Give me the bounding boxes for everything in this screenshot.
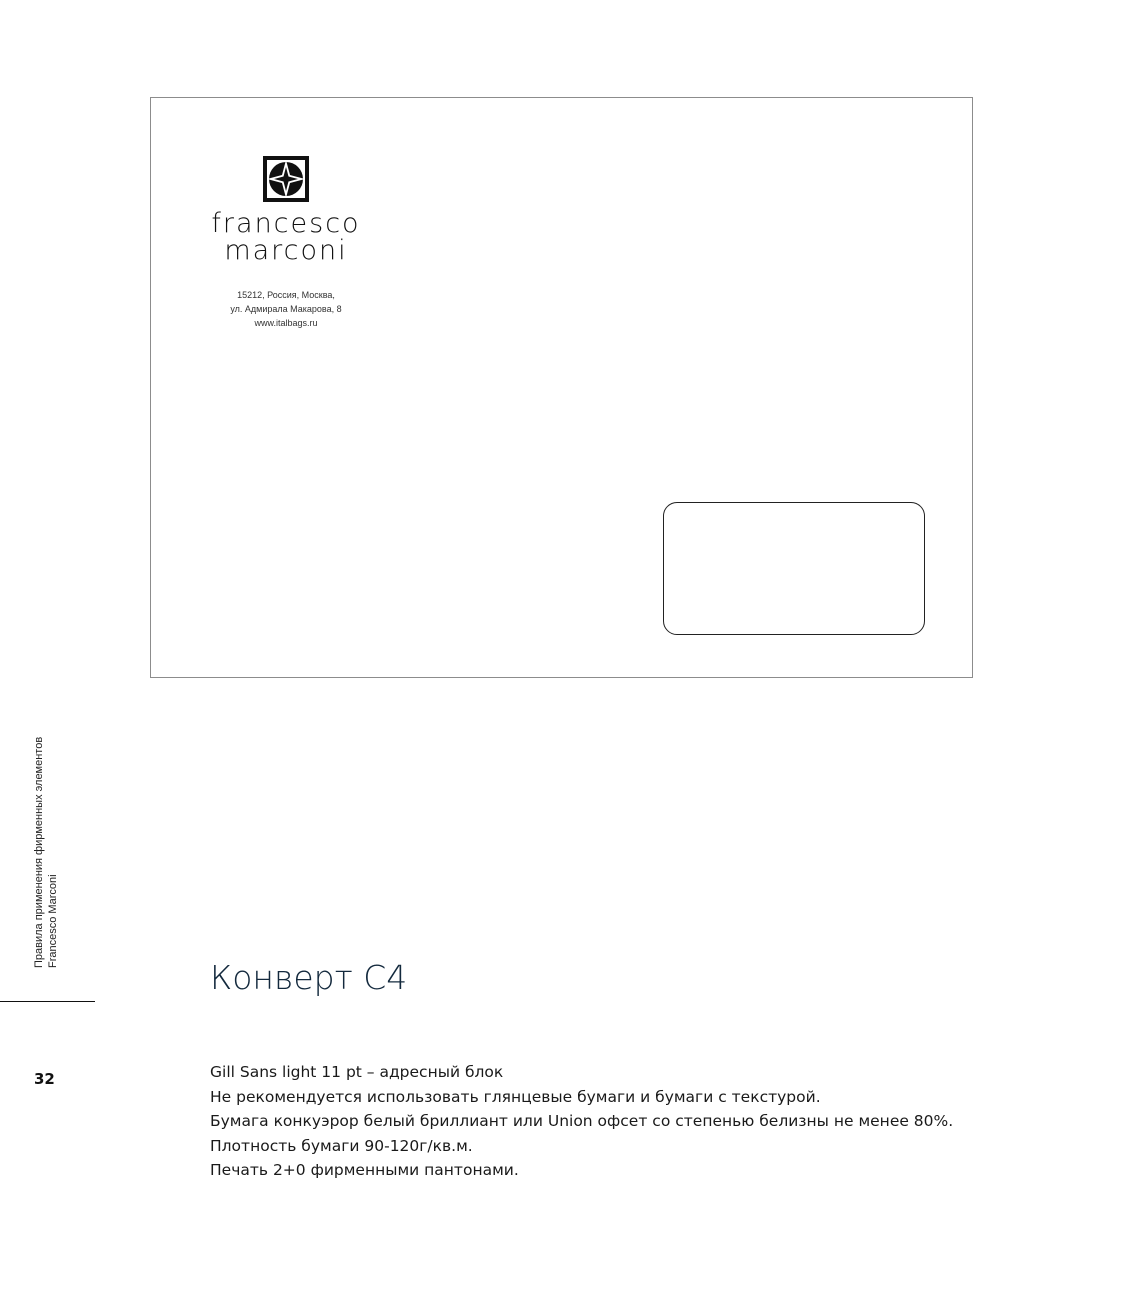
spec-item: Печать 2+0 фирменными пантонами. [210,1161,519,1179]
spec-item: Плотность бумаги 90-120г/кв.м. [210,1136,473,1155]
brand-logo-icon [263,156,309,202]
vertical-side-caption [32,737,60,968]
spec-item: Бумага конкуэрор белый бриллиант или Union офсет со степенью белизны не менее 80%. [210,1112,954,1130]
return-address [186,288,386,330]
page-number: 32 [34,1070,55,1088]
spec-list [210,1060,953,1183]
side-divider [0,1001,95,1002]
side-caption-line2: Francesco Marconi [47,874,59,968]
address-line: ул. Адмирала Макарова, 8 [230,304,342,314]
section-title: Конверт С4 [210,958,408,997]
spec-item: Gill Sans light 11 pt – адресный блок [210,1063,504,1081]
brand-wordmark-line1: francesco [211,208,361,239]
address-line: 15212, Россия, Москва, [237,290,335,300]
side-caption-line1: Правила применения фирменных элементов [33,736,45,968]
envelope-c4-mockup [150,97,973,678]
brand-wordmark [151,210,421,264]
brand-wordmark-line2: marconi [224,235,348,266]
spec-item: Не рекомендуется использовать глянцевые бумаги и бумаги с текстурой. [210,1087,821,1106]
address-website: www.italbags.ru [254,318,318,328]
envelope-address-window [663,502,925,635]
